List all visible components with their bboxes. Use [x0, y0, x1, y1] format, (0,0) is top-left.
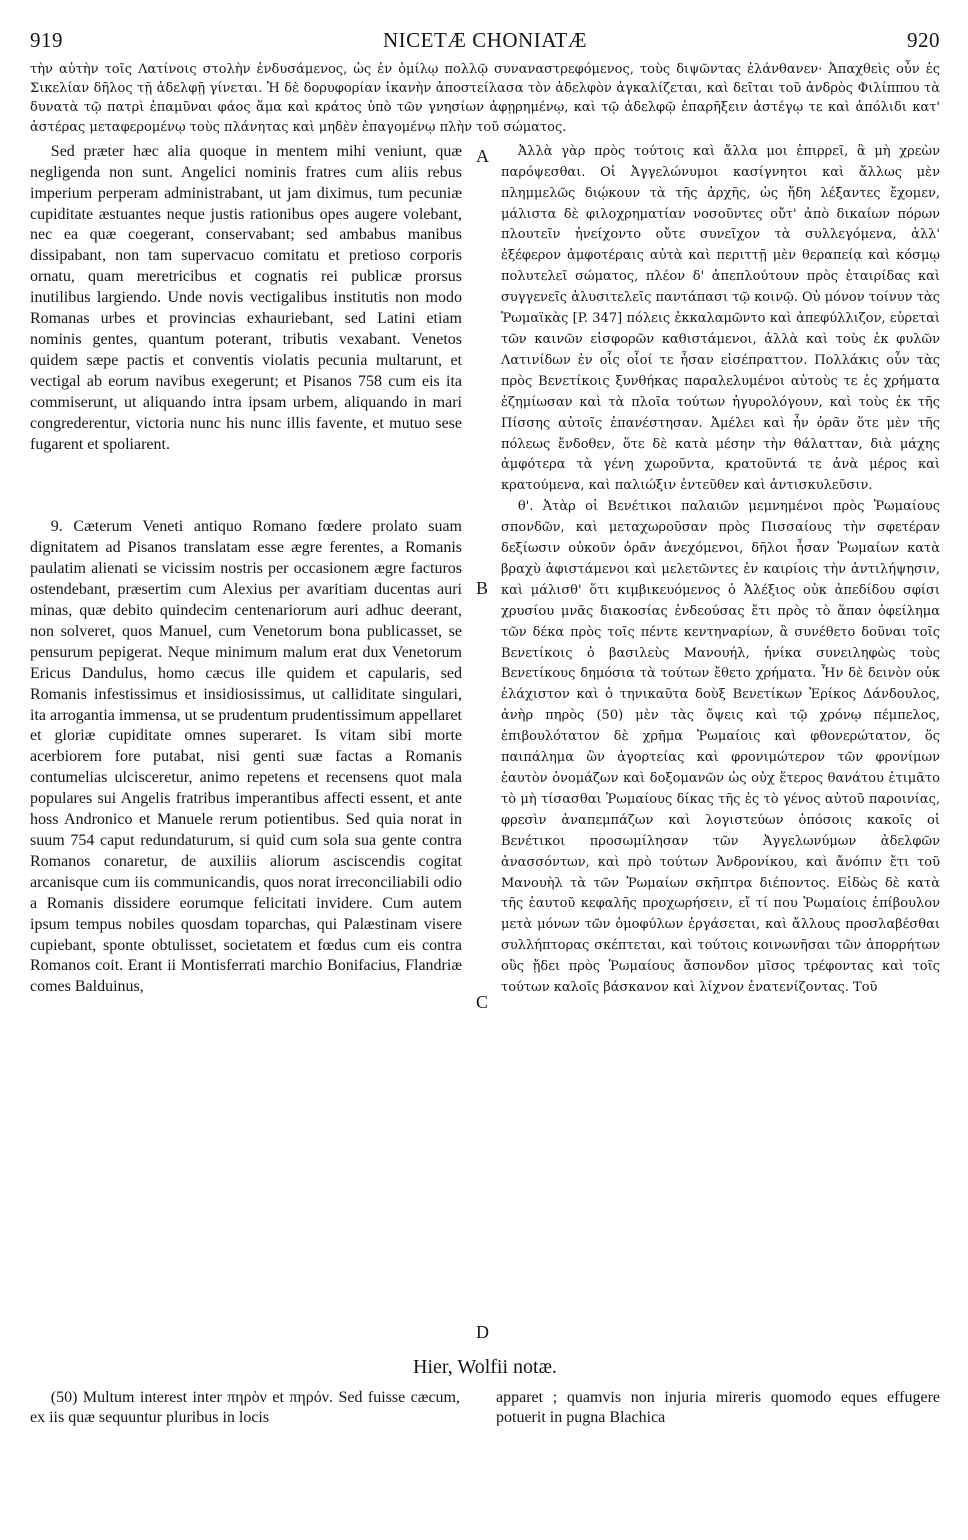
footnote-50-left: (50) Multum interest inter πηρὸν et πηρόν. Sed fuisse cæcum, ex iis quæ sequuntur pluribus in locis [30, 1389, 460, 1426]
page-number-right: 920 [907, 28, 940, 52]
latin-column [30, 142, 462, 998]
latin-paragraph-1: Sed præter hæc alia quoque in mentem mihi veniunt, quæ negligenda non sunt. Angelici nominis fratres cum aliis rebus imperium perperam administrabant, ut jam diximus, tum pecuniæ cupiditate æstuantes neque justis rationibus opes augere volebant, nec ea quæ coegerant, conservabant; sed ambabus manibus dissipabant, non tam supervacuo comitatu et pretioso corporis ornatu, quam meretricibus et cognatis rei publicæ prorsus inutilibus largiendo. Unde novis vectigalibus institutis non modo Romanas urbes et provincias exhauriebant, sed Latini etiam nominis gentes, quantum poterant, tributis vexabant. Venetos quidem sæpe pactis et conventis violatis pecunia multarunt, et vectigal ab eorum navibus exegerunt; et Pisanos 758 cum eis ita commiserunt, ut aliquando intra ipsam urbem, aliquando in mari congrederentur, victoria nunc his nunc illis favente, et mutuo sese fugarent et spoliarent. [30, 142, 462, 453]
footnote-50-right: apparet ; quamvis non injuria mireris quomodo eques effugere potuerit in pugna Blachica [496, 1389, 940, 1426]
notes-heading: Hier, Wolfii notæ. [413, 1356, 557, 1378]
running-title: NICETÆ CHONIATÆ [382, 28, 588, 52]
greek-paragraph-9: θ'. Ἀτὰρ οἱ Βενέτικοι παλαιῶν μεμνημένοι πρὸς Ῥωμαίους σπονδῶν, καὶ μεταχωροῦσαν πρὸς Πισσαίους τὴν σφετέραν δεξίωσιν οὐκοῦν ὁρᾶν ἀνεχόμενοι, δῆλοι ἦσαν Ῥωμαίων κατὰ βραχὺ ἀφιστάμενοι καὶ μελετῶντες ἐν καιρίοις τὴν ἀντιλήψησιν, καὶ μάλισθ' ὅτι κιμβικευόμενος ὁ Ἀλέξιος οὐκ ἀπεδίδου σφίσι χρυσίου μνᾶς διακοσίας ἐνδεούσας ἔτι πρὸς τὸ ἅπαν ὀφείλημα τῶν δέκα πρὸς τοῖς πέντε κεντηναρίων, ἃ συνέθετο δοῦναι τοῖς Βενετίκοις ὁ βασιλεὺς Μανουήλ, ἡνίκα συνειληφὼς τοὺς Βενετίκους δημόσια τὰ τούτων ἔθετο χρήματα. Ἦν δὲ δεινὸν οὐκ ἐλάχιστον καὶ ὁ τηνικαῦτα δοὺξ Βενετίκων Ἐρίκος Δάνδουλος, ἀνὴρ πηρὸς (50) μὲν τὰς ὄψεις καὶ τῷ χρόνῳ πέμπελος, ἐπιβουλότατον δὲ χρῆμα Ῥωμαίοις καὶ φθονερώτατον, ὅς παιπάλημα ὢν ἀγορτείας καὶ φρονιμώτερον τῶν φρονίμων ἑαυτὸν ὀνομάζων καὶ δοξομανῶν ὡς οὐχ ἕτερος θανάτου ἐτιμᾶτο τὸ μὴ τίσασθαι Ῥωμαίους δίκας τῆς ἐς τὸ γένος αὐτοῦ παροινίας, φρεσὶν ἀναπεμπάζων καὶ λογιστεύων ὁπόσοις κακοῖς οἱ Βενέτικοι προσωμίλησαν τῶν Ἀγγελωνύμων ἀδελφῶν ἀνασσόντων, καὶ πρὸ τούτων Ἀνδρονίκου, καὶ ἄνόπιν ἔτι τοῦ Μανουὴλ τὰ τῶν Ῥωμαίων σκῆπτρα διέποντος. Εἰδὼς δὲ κατὰ τῆς ἑαυτοῦ κεφαλῆς προχωρήσειν, εἴ τί που Ῥωμαίοις ἐπίβουλον μετὰ μόνων τῶν ὁμοφύλων ἐργάσεται, καὶ ἄλλους προσλαβέσθαι συλλήπτορας σκέπτεται, καὶ τούτοις κοινωνῆσαι τῶν ἀπορρήτων οὓς ᾔδει πρὸς Ῥωμαίους ἄσπονδον μῖσος τρέφοντας καὶ τοῖς τούτων καλοῖς βάσκανον καὶ λίχνον ἐνατενίζοντας. Τοῦ [501, 499, 940, 996]
margin-marker-c: C [476, 991, 489, 1012]
margin-marker-b: B [476, 577, 489, 598]
page [30, 28, 940, 1518]
page-number-left: 919 [30, 28, 63, 52]
page-header [30, 28, 940, 60]
margin-marker-d: D [476, 1321, 489, 1342]
intro-greek-text: τὴν αὐτὴν τοῖς Λατίνοις στολὴν ἐνδυσάμενος, ὡς ἐν ὁμίλῳ πολλῷ συναναστρεφόμενος, τοὺς διψῶντας ἐλάνθανεν· Ἀπαχθεὶς οὖν ἐς Σικελίαν δῆλος τῇ ἀδελφῇ γίνεται. Ἡ δὲ δορυφορίαν ἱκανὴν ἀποστείλασα τὸν ἀδελφὸν ἀγκαλίζεται, καὶ δεῖται τοῦ ἀνδρὸς Φιλίππου τὰ δυνατὰ τῷ πατρὶ ἐπαμῦναι φάος ἅμα καὶ κράτος ὑπὸ τῶν γνησίων ἀφῃρημένῳ, καὶ τῷ ἀδελφῷ ἐπαρῆξειν ἀστέγῳ τε καὶ ἀπόλιδι κατ' ἀστέρας μεταφερομένῳ τοὺς πλάνητας καὶ μηδὲν ἐπαγομένῳ πλὴν τοῦ σώματος. [30, 62, 940, 135]
greek-paragraph-1: Ἀλλὰ γὰρ πρὸς τούτοις καὶ ἄλλα μοι ἐπιρρεῖ, ἃ μὴ χρεὼν παρόψεσθαι. Οἱ Ἀγγελώνυμοι κασίγνητοι καὶ ἄλλως μὲν πλημμελῶς διῴκουν τὰ τῆς ἀρχῆς, ὡς ἤδη λέξαντες ἔχομεν, μάλιστα δὲ φιλοχρηματίαν νοσοῦντες οὔτ' ἀπὸ δικαίων πόρων πλουτεῖν ἠνείχοντο οὔτε συνεῖχον τὰ συλλεγόμενα, ἀλλ' ἐξέφερον ἀμφοτέραις αὐτὰ καὶ περιττῇ μὲν θεραπείᾳ καὶ κόσμῳ πολυτελεῖ σώματος, πλέον δ' ἀπεπλούτουν πρὸς ἑταιρίδας καὶ συγγενεῖς ἀλυσιτελεῖς παντάπασι τῷ κοινῷ. Οὐ μόνον τοίνυν τὰς Ῥωμαϊκὰς [P. 347] πόλεις ἐκκαλαμῶντο καὶ ἀπεφύλλιζον, εὑρεταὶ τῶν καινῶν εἰσφορῶν καθιστάμενοι, ἀλλὰ καὶ τοὺς ἐκ φυλῶν Λατινίδων ἐν οἷς οἷοί τε ἦσαν εἰσέπραττον. Πολλάκις οὖν τὰς πρὸς Βενετίκοις ξυνθήκας παραλελυμένοι αὐτοὺς τε ἐς χρήματα ἐζημίωσαν καὶ τὰ πλοῖα τούτων ἠγυρολόγουν, καὶ τοὺς ἐκ τῆς Πίσσης αὐτοῖς ἐπανέστησαν. Ἀμέλει καὶ ἦν ὁρᾶν ὅτε μὲν τῆς πόλεως ἔνδοθεν, ὅτε δὲ κατὰ μέσην τὴν θάλατταν, διὰ μάχης ἀμφότερα τὰ γένη χωροῦντα, κρατοῦντά τε ἀνὰ μέρος καὶ κρατούμενα, καὶ παλιώξιν ἐντεῦθεν καὶ ἀντισκυλεῦσιν. [501, 143, 940, 494]
greek-column [501, 142, 940, 999]
margin-marker-a: A [476, 145, 489, 166]
latin-paragraph-9: 9. Cæterum Veneti antiquo Romano fœdere prolato suam dignitatem ad Pisanos translatam esse ægre ferentes, a Romanis paulatim alienati se vicissim nostris per occasionem ægre facturos ostendebant, præsertim cum Alexius per avaritiam ducentas auri minas, quæ debito quindecim centenariorum auri adhuc deerant, non solveret, quos Manuel, cum Venetorum bona publicasset, se pensurum pepigerat. Neque minimum malum erat dux Venetorum Ericus Dandulus, homo cæcus ille quidem et capularis, sed Romanis infestissimus et insidiosissimus, ut calliditate singulari, ita arrogantia immensa, ut se prudentum prudentissimum appellaret et gloriæ cupiditate omnes superaret. Is vitam sibi morte acerbiorem fore putabat, nisi genti suæ factas a Romanis contumelias ulcisceretur, animo repetens et recensens quot mala populares sui Angelis fratribus imperantibus affecti essent, et ante hoss Andronico et Manuele rerum potientibus. Sed quia norat in suum 754 caput redundaturum, si quid cum sola sua gente contra Romanos conaretur, de auxiliis aliorum asciscendis cogitat arcanisque cum iis communicandis, quos norat irreconciliabili odio a Romanis dissidere eorumque felicitati invidere. Cum autem ipsum tempus nobiles quosdam toparchas, qui Palæstinam visere cupiebant, sponte obtulisset, societatem et fœdus cum eis contra Romanos coit. Erant ii Montisferrati marchio Bonifacius, Flandriæ comes Balduinus, [30, 518, 462, 996]
